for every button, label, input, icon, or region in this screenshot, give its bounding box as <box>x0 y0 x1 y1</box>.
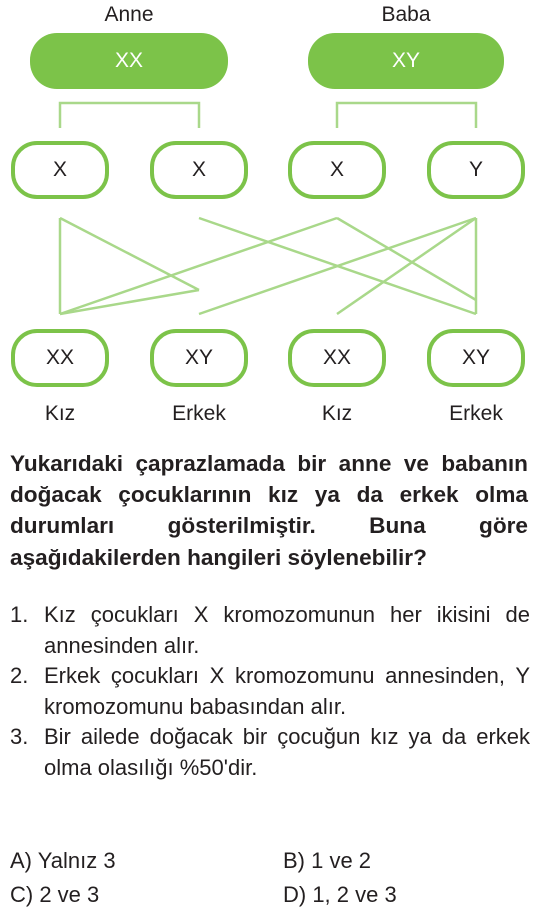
gamete-father-2: Y <box>427 141 525 199</box>
gamete-mother-2: X <box>150 141 248 199</box>
mother-bracket-line <box>60 103 199 128</box>
child-label-2: Erkek <box>172 402 226 425</box>
mother-genotype-pill <box>30 33 228 89</box>
gamete-father-1: X <box>288 141 386 199</box>
statement-list <box>10 600 530 783</box>
father-genotype: XY <box>391 49 420 72</box>
statement-text: Bir ailede doğacak bir çocuğun kız ya da erkek olma olasılığı %50'dir. <box>44 724 530 780</box>
father-bracket-line <box>337 103 476 128</box>
gamete-mother-1: X <box>11 141 109 199</box>
choice-d[interactable]: D) 1, 2 ve 3 <box>283 882 397 907</box>
child-genotype-3: XX <box>288 329 386 387</box>
statement-text: Kız çocukları X kromozomunun her ikisini de annesinden alır. <box>44 602 530 658</box>
child-genotype-4: XY <box>427 329 525 387</box>
cross-line <box>60 218 199 290</box>
statement-2 <box>10 661 530 722</box>
child-label-4: Erkek <box>449 402 503 425</box>
father-genotype-pill <box>308 33 504 89</box>
statement-text: Erkek çocukları X kromozomunu annesinden, Y kromozomunu babasından alır. <box>44 663 530 719</box>
mother-genotype: XX <box>114 49 143 72</box>
statement-number: 2. <box>10 663 29 688</box>
statement-3 <box>10 722 530 783</box>
child-label-3: Kız <box>321 402 353 425</box>
cross-line <box>60 290 199 314</box>
choice-b[interactable]: B) 1 ve 2 <box>283 848 372 873</box>
statement-number: 3. <box>10 724 29 749</box>
cross-line <box>337 218 476 314</box>
statement-number: 1. <box>10 602 29 627</box>
choice-c[interactable]: C) 2 ve 3 <box>10 882 100 907</box>
cross-line <box>60 218 337 314</box>
child-label-1: Kız <box>44 402 76 425</box>
child-genotype-1: XX <box>11 329 109 387</box>
child-genotype-2: XY <box>150 329 248 387</box>
statement-1 <box>10 600 530 661</box>
mother-label: Anne <box>104 3 154 26</box>
question-text: Yukarıdaki çaprazlamada bir anne ve babanın doğacak çocuklarının kız ya da erkek olma durumları gösterilmiştir. Buna göre aşağıdakilerden hangileri söylenebilir? <box>10 451 528 570</box>
father-label: Baba <box>381 3 431 26</box>
choice-a[interactable]: A) Yalnız 3 <box>10 848 116 873</box>
